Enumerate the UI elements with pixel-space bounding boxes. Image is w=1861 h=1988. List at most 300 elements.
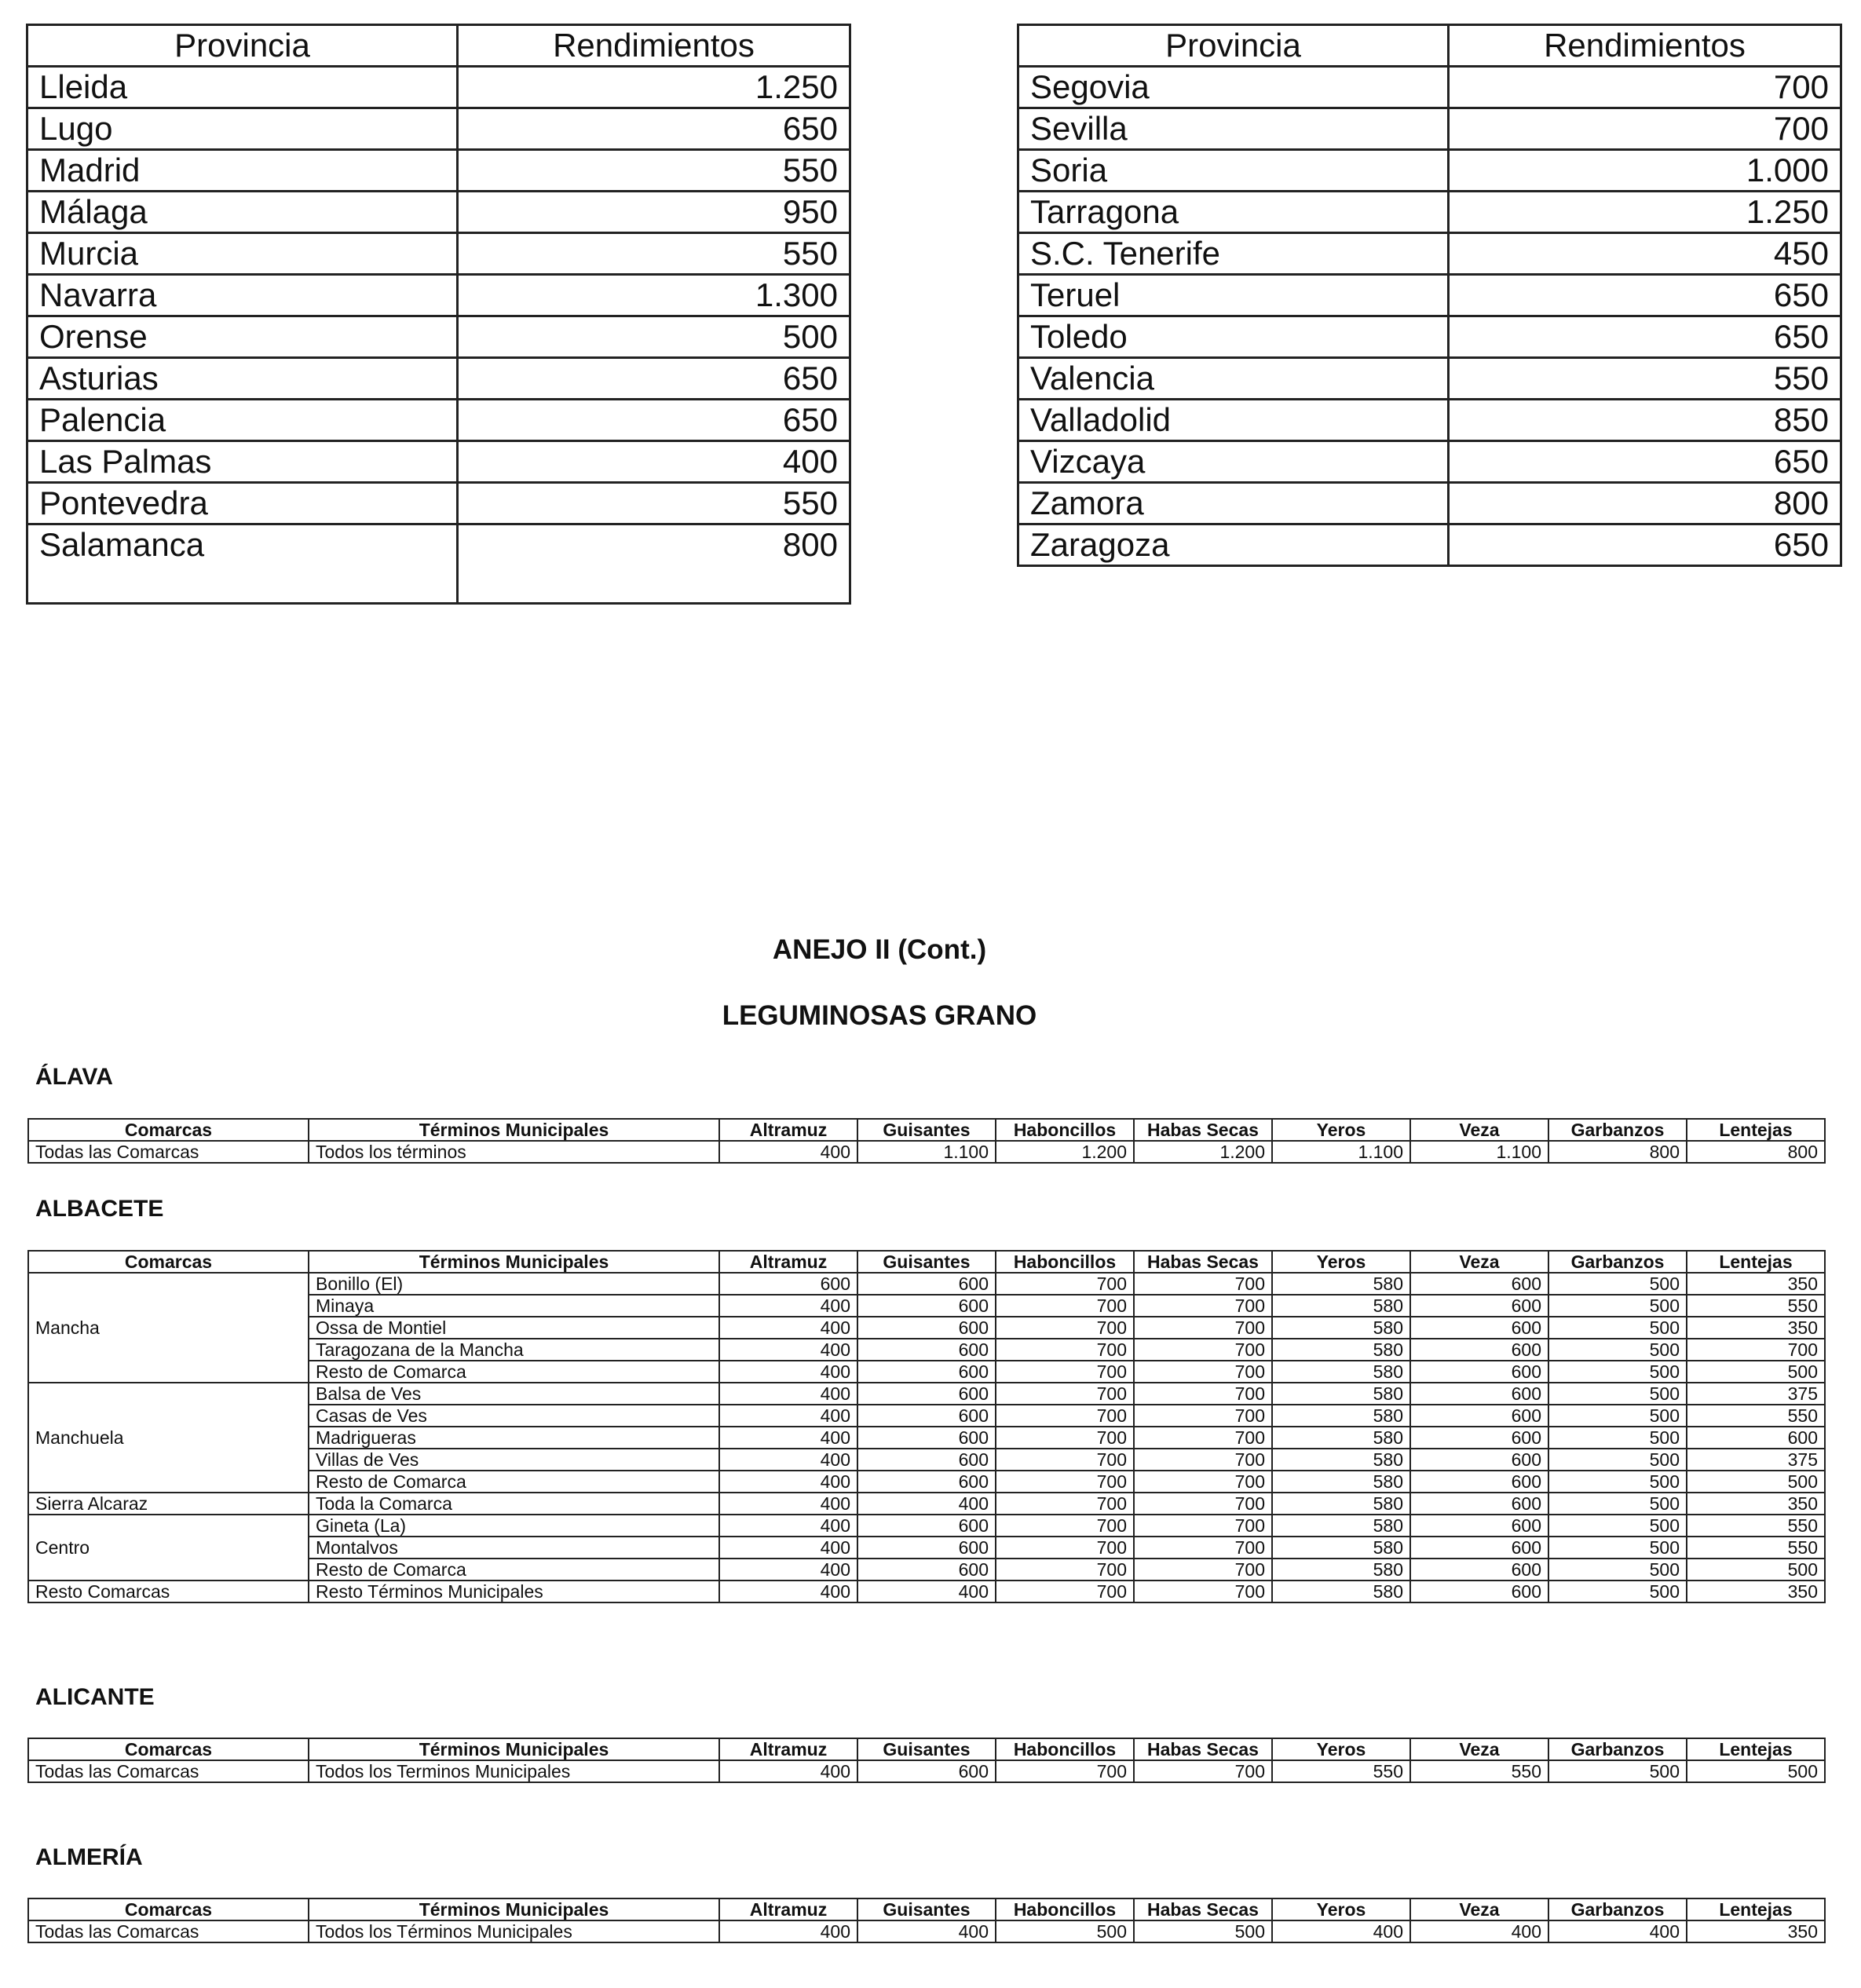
yield-value: 500 — [1134, 1920, 1272, 1942]
province-yield: 550 — [458, 233, 850, 275]
yield-value: 700 — [1134, 1471, 1272, 1493]
column-header: Comarcas — [28, 1738, 309, 1760]
province-name: Palencia — [27, 400, 458, 441]
yield-value: 500 — [1548, 1581, 1687, 1602]
yield-value: 700 — [996, 1760, 1134, 1782]
yield-value: 700 — [996, 1581, 1134, 1602]
column-header: Garbanzos — [1548, 1738, 1687, 1760]
province-name: Las Palmas — [27, 441, 458, 483]
province-row — [27, 150, 850, 192]
legumes-header-row — [28, 1898, 1825, 1920]
province-row — [1018, 524, 1841, 566]
yield-value: 500 — [1548, 1537, 1687, 1559]
yield-value: 700 — [996, 1383, 1134, 1405]
yield-value: 700 — [1134, 1493, 1272, 1515]
yield-value: 400 — [719, 1295, 857, 1317]
yield-value: 500 — [1548, 1471, 1687, 1493]
yield-value: 600 — [1410, 1295, 1548, 1317]
table-row — [28, 1760, 1825, 1782]
termino-cell: Bonillo (El) — [309, 1273, 719, 1295]
comarca-cell: Centro — [28, 1515, 309, 1581]
yield-value: 600 — [1410, 1427, 1548, 1449]
province-name: Sevilla — [1018, 108, 1449, 150]
yield-value: 700 — [996, 1427, 1134, 1449]
yield-value: 600 — [1410, 1493, 1548, 1515]
column-header: Altramuz — [719, 1898, 857, 1920]
province-yield: 1.250 — [458, 67, 850, 108]
province-row — [27, 233, 850, 275]
yield-value: 600 — [857, 1515, 996, 1537]
province-row — [27, 108, 850, 150]
yield-value: 350 — [1687, 1493, 1825, 1515]
termino-cell: Resto de Comarca — [309, 1471, 719, 1493]
table-row — [28, 1493, 1825, 1515]
column-header: Comarcas — [28, 1251, 309, 1273]
province-yield: 650 — [1449, 524, 1841, 566]
column-header-rendimientos: Rendimientos — [1449, 25, 1841, 67]
province-name: Lleida — [27, 67, 458, 108]
column-header: Veza — [1410, 1898, 1548, 1920]
province-table-left — [26, 24, 851, 605]
column-header: Lentejas — [1687, 1119, 1825, 1141]
yield-value: 600 — [1687, 1427, 1825, 1449]
province-yield: 1.250 — [1449, 192, 1841, 233]
yield-value: 400 — [719, 1427, 857, 1449]
yield-value: 350 — [1687, 1273, 1825, 1295]
column-header: Haboncillos — [996, 1119, 1134, 1141]
province-header-row — [27, 25, 850, 67]
termino-cell: Resto de Comarca — [309, 1361, 719, 1383]
yield-value: 500 — [1548, 1405, 1687, 1427]
yield-value: 580 — [1272, 1383, 1410, 1405]
province-yield: 550 — [1449, 358, 1841, 400]
yield-value: 600 — [1410, 1273, 1548, 1295]
termino-cell: Minaya — [309, 1295, 719, 1317]
province-yield: 500 — [458, 316, 850, 358]
province-name: Navarra — [27, 275, 458, 316]
yield-value: 600 — [1410, 1471, 1548, 1493]
yield-value: 600 — [1410, 1361, 1548, 1383]
yield-value: 500 — [1687, 1760, 1825, 1782]
province-name: Toledo — [1018, 316, 1449, 358]
province-yield: 450 — [1449, 233, 1841, 275]
table-row — [28, 1920, 1825, 1942]
yield-value: 580 — [1272, 1449, 1410, 1471]
yield-value: 400 — [719, 1559, 857, 1581]
column-header: Lentejas — [1687, 1738, 1825, 1760]
province-name: Orense — [27, 316, 458, 358]
table-row — [28, 1581, 1825, 1602]
column-header: Yeros — [1272, 1119, 1410, 1141]
yield-value: 600 — [857, 1449, 996, 1471]
comarca-cell: Sierra Alcaraz — [28, 1493, 309, 1515]
legumes-header-row — [28, 1119, 1825, 1141]
yield-value: 600 — [857, 1537, 996, 1559]
yield-value: 700 — [996, 1449, 1134, 1471]
province-name: Salamanca — [27, 524, 458, 604]
yield-value: 700 — [1134, 1760, 1272, 1782]
province-name: Zaragoza — [1018, 524, 1449, 566]
yield-value: 375 — [1687, 1449, 1825, 1471]
province-row — [1018, 67, 1841, 108]
termino-cell: Toda la Comarca — [309, 1493, 719, 1515]
termino-cell: Resto de Comarca — [309, 1559, 719, 1581]
yield-value: 550 — [1272, 1760, 1410, 1782]
yield-value: 1.100 — [1410, 1141, 1548, 1163]
yield-value: 600 — [1410, 1339, 1548, 1361]
column-header: Habas Secas — [1134, 1898, 1272, 1920]
province-yield: 400 — [458, 441, 850, 483]
comarca-cell: Todas las Comarcas — [28, 1141, 309, 1163]
province-yield: 650 — [458, 400, 850, 441]
yield-value: 700 — [1134, 1449, 1272, 1471]
column-header: Garbanzos — [1548, 1119, 1687, 1141]
termino-cell: Ossa de Montiel — [309, 1317, 719, 1339]
province-row — [27, 275, 850, 316]
yield-value: 500 — [1548, 1361, 1687, 1383]
column-header-provincia: Provincia — [1018, 25, 1449, 67]
yield-value: 600 — [857, 1559, 996, 1581]
province-yield: 550 — [458, 150, 850, 192]
yield-value: 400 — [719, 1449, 857, 1471]
section-title-alicante: ALICANTE — [35, 1684, 155, 1710]
yield-value: 580 — [1272, 1515, 1410, 1537]
yield-value: 500 — [1687, 1471, 1825, 1493]
yield-value: 400 — [719, 1515, 857, 1537]
column-header: Yeros — [1272, 1738, 1410, 1760]
province-row — [1018, 358, 1841, 400]
province-row — [27, 67, 850, 108]
yield-value: 500 — [1548, 1449, 1687, 1471]
table-row — [28, 1515, 1825, 1537]
column-header: Altramuz — [719, 1738, 857, 1760]
province-rows — [1018, 67, 1841, 566]
column-header: Haboncillos — [996, 1738, 1134, 1760]
yield-value: 580 — [1272, 1361, 1410, 1383]
yield-value: 400 — [719, 1920, 857, 1942]
province-yield: 650 — [458, 358, 850, 400]
column-header: Guisantes — [857, 1119, 996, 1141]
yield-value: 580 — [1272, 1405, 1410, 1427]
legumes-table-alicante — [27, 1738, 1826, 1783]
yield-value: 600 — [1410, 1317, 1548, 1339]
province-name: Málaga — [27, 192, 458, 233]
yield-value: 580 — [1272, 1295, 1410, 1317]
yield-value: 580 — [1272, 1427, 1410, 1449]
column-header: Habas Secas — [1134, 1738, 1272, 1760]
section-title-albacete: ALBACETE — [35, 1196, 164, 1222]
yield-value: 800 — [1687, 1141, 1825, 1163]
province-yield: 650 — [1449, 316, 1841, 358]
table-row — [28, 1141, 1825, 1163]
yield-value: 800 — [1548, 1141, 1687, 1163]
yield-value: 700 — [1134, 1273, 1272, 1295]
yield-value: 700 — [1134, 1515, 1272, 1537]
yield-value: 500 — [1548, 1427, 1687, 1449]
yield-value: 600 — [1410, 1515, 1548, 1537]
yield-value: 1.100 — [857, 1141, 996, 1163]
column-header: Veza — [1410, 1119, 1548, 1141]
termino-cell: Villas de Ves — [309, 1449, 719, 1471]
yield-value: 550 — [1687, 1295, 1825, 1317]
table-row — [28, 1383, 1825, 1405]
termino-cell: Taragozana de la Mancha — [309, 1339, 719, 1361]
yield-value: 550 — [1687, 1515, 1825, 1537]
column-header: Términos Municipales — [309, 1119, 719, 1141]
yield-value: 600 — [1410, 1383, 1548, 1405]
comarca-cell: Manchuela — [28, 1383, 309, 1493]
column-header: Términos Municipales — [309, 1738, 719, 1760]
yield-value: 600 — [1410, 1449, 1548, 1471]
province-row — [1018, 108, 1841, 150]
yield-value: 700 — [996, 1273, 1134, 1295]
column-header: Yeros — [1272, 1898, 1410, 1920]
yield-value: 500 — [1548, 1515, 1687, 1537]
yield-value: 700 — [996, 1339, 1134, 1361]
yield-value: 400 — [1272, 1920, 1410, 1942]
yield-value: 550 — [1410, 1760, 1548, 1782]
legumes-table-almeria — [27, 1898, 1826, 1943]
province-name: Madrid — [27, 150, 458, 192]
column-header: Yeros — [1272, 1251, 1410, 1273]
yield-value: 550 — [1687, 1537, 1825, 1559]
province-row — [1018, 441, 1841, 483]
column-header: Términos Municipales — [309, 1898, 719, 1920]
yield-value: 700 — [1134, 1339, 1272, 1361]
yield-value: 400 — [719, 1471, 857, 1493]
yield-value: 500 — [1548, 1317, 1687, 1339]
yield-value: 400 — [719, 1760, 857, 1782]
section-title-almeria: ALMERÍA — [35, 1844, 143, 1870]
column-header: Altramuz — [719, 1119, 857, 1141]
province-row — [1018, 192, 1841, 233]
column-header: Veza — [1410, 1738, 1548, 1760]
yield-value: 600 — [1410, 1537, 1548, 1559]
yield-value: 700 — [1134, 1405, 1272, 1427]
province-name: Soria — [1018, 150, 1449, 192]
yield-value: 700 — [996, 1405, 1134, 1427]
yield-value: 580 — [1272, 1559, 1410, 1581]
province-name: S.C. Tenerife — [1018, 233, 1449, 275]
column-header: Garbanzos — [1548, 1898, 1687, 1920]
province-header-row — [1018, 25, 1841, 67]
yield-value: 700 — [1134, 1427, 1272, 1449]
yield-value: 350 — [1687, 1920, 1825, 1942]
yield-value: 400 — [1410, 1920, 1548, 1942]
yield-value: 500 — [996, 1920, 1134, 1942]
anejo-title: ANEJO II (Cont.) — [772, 934, 987, 965]
yield-value: 400 — [719, 1405, 857, 1427]
province-name: Asturias — [27, 358, 458, 400]
column-header: Guisantes — [857, 1251, 996, 1273]
yield-value: 700 — [996, 1493, 1134, 1515]
yield-value: 580 — [1272, 1317, 1410, 1339]
column-header: Lentejas — [1687, 1251, 1825, 1273]
yield-value: 400 — [719, 1361, 857, 1383]
province-yield: 1.000 — [1449, 150, 1841, 192]
yield-value: 700 — [1134, 1361, 1272, 1383]
column-header: Habas Secas — [1134, 1119, 1272, 1141]
province-row — [27, 441, 850, 483]
yield-value: 600 — [857, 1405, 996, 1427]
column-header: Veza — [1410, 1251, 1548, 1273]
yield-value: 700 — [996, 1295, 1134, 1317]
yield-value: 700 — [996, 1317, 1134, 1339]
table-row — [28, 1273, 1825, 1295]
yield-value: 580 — [1272, 1273, 1410, 1295]
column-header: Haboncillos — [996, 1898, 1134, 1920]
province-row — [1018, 400, 1841, 441]
leguminosas-title: LEGUMINOSAS GRANO — [722, 1000, 1037, 1031]
province-row — [27, 358, 850, 400]
yield-value: 580 — [1272, 1581, 1410, 1602]
yield-value: 700 — [1134, 1383, 1272, 1405]
yield-value: 400 — [857, 1920, 996, 1942]
province-name: Murcia — [27, 233, 458, 275]
yield-value: 400 — [719, 1317, 857, 1339]
yield-value: 600 — [857, 1273, 996, 1295]
column-header: Términos Municipales — [309, 1251, 719, 1273]
termino-cell: Casas de Ves — [309, 1405, 719, 1427]
province-row — [1018, 275, 1841, 316]
section-title-alava: ÁLAVA — [35, 1064, 113, 1090]
yield-value: 600 — [857, 1317, 996, 1339]
province-yield: 800 — [1449, 483, 1841, 524]
yield-value: 500 — [1548, 1493, 1687, 1515]
province-row — [27, 483, 850, 524]
province-name: Vizcaya — [1018, 441, 1449, 483]
yield-value: 1.100 — [1272, 1141, 1410, 1163]
yield-value: 700 — [1687, 1339, 1825, 1361]
yield-value: 700 — [996, 1537, 1134, 1559]
termino-cell: Todos los términos — [309, 1141, 719, 1163]
province-yield: 550 — [458, 483, 850, 524]
column-header: Comarcas — [28, 1119, 309, 1141]
province-name: Lugo — [27, 108, 458, 150]
yield-value: 600 — [857, 1471, 996, 1493]
province-row — [27, 400, 850, 441]
province-yield: 850 — [1449, 400, 1841, 441]
province-yield: 650 — [1449, 441, 1841, 483]
yield-value: 600 — [857, 1295, 996, 1317]
yield-value: 500 — [1687, 1559, 1825, 1581]
yield-value: 500 — [1687, 1361, 1825, 1383]
yield-value: 500 — [1548, 1339, 1687, 1361]
province-yield: 700 — [1449, 108, 1841, 150]
column-header: Garbanzos — [1548, 1251, 1687, 1273]
termino-cell: Resto Términos Municipales — [309, 1581, 719, 1602]
yield-value: 700 — [996, 1361, 1134, 1383]
column-header: Altramuz — [719, 1251, 857, 1273]
province-yield: 700 — [1449, 67, 1841, 108]
province-yield: 1.300 — [458, 275, 850, 316]
comarca-cell: Resto Comarcas — [28, 1581, 309, 1602]
province-name: Zamora — [1018, 483, 1449, 524]
yield-value: 600 — [1410, 1581, 1548, 1602]
yield-value: 400 — [857, 1493, 996, 1515]
yield-value: 700 — [996, 1515, 1134, 1537]
yield-value: 580 — [1272, 1493, 1410, 1515]
yield-value: 500 — [1548, 1760, 1687, 1782]
province-row — [1018, 316, 1841, 358]
yield-value: 700 — [1134, 1317, 1272, 1339]
yield-value: 350 — [1687, 1317, 1825, 1339]
yield-value: 400 — [719, 1537, 857, 1559]
termino-cell: Montalvos — [309, 1537, 719, 1559]
province-row — [1018, 233, 1841, 275]
column-header: Lentejas — [1687, 1898, 1825, 1920]
yield-value: 550 — [1687, 1405, 1825, 1427]
yield-value: 500 — [1548, 1273, 1687, 1295]
yield-value: 1.200 — [1134, 1141, 1272, 1163]
column-header-provincia: Provincia — [27, 25, 458, 67]
province-row — [1018, 150, 1841, 192]
province-row — [27, 192, 850, 233]
yield-value: 400 — [719, 1383, 857, 1405]
province-yield: 650 — [1449, 275, 1841, 316]
comarca-cell: Todas las Comarcas — [28, 1920, 309, 1942]
province-name: Segovia — [1018, 67, 1449, 108]
legumes-header-row — [28, 1251, 1825, 1273]
yield-value: 580 — [1272, 1339, 1410, 1361]
yield-value: 700 — [1134, 1559, 1272, 1581]
yield-value: 580 — [1272, 1537, 1410, 1559]
comarca-cell: Todas las Comarcas — [28, 1760, 309, 1782]
yield-value: 500 — [1548, 1383, 1687, 1405]
yield-value: 375 — [1687, 1383, 1825, 1405]
yield-value: 600 — [857, 1427, 996, 1449]
yield-value: 600 — [1410, 1405, 1548, 1427]
province-name: Pontevedra — [27, 483, 458, 524]
yield-value: 600 — [719, 1273, 857, 1295]
legumes-header-row — [28, 1738, 1825, 1760]
province-name: Tarragona — [1018, 192, 1449, 233]
yield-value: 350 — [1687, 1581, 1825, 1602]
column-header: Guisantes — [857, 1738, 996, 1760]
yield-value: 400 — [719, 1339, 857, 1361]
yield-value: 400 — [857, 1581, 996, 1602]
column-header: Guisantes — [857, 1898, 996, 1920]
province-name: Valladolid — [1018, 400, 1449, 441]
province-rows — [27, 67, 850, 604]
legumes-table-albacete — [27, 1250, 1826, 1603]
yield-value: 700 — [1134, 1295, 1272, 1317]
province-row — [27, 316, 850, 358]
termino-cell: Gineta (La) — [309, 1515, 719, 1537]
province-row — [1018, 483, 1841, 524]
yield-value: 500 — [1548, 1559, 1687, 1581]
termino-cell: Balsa de Ves — [309, 1383, 719, 1405]
termino-cell: Madrigueras — [309, 1427, 719, 1449]
yield-value: 1.200 — [996, 1141, 1134, 1163]
yield-value: 600 — [857, 1383, 996, 1405]
province-name: Valencia — [1018, 358, 1449, 400]
yield-value: 400 — [719, 1581, 857, 1602]
province-yield: 800 — [458, 524, 850, 604]
province-yield: 950 — [458, 192, 850, 233]
column-header: Comarcas — [28, 1898, 309, 1920]
termino-cell: Todos los Términos Municipales — [309, 1920, 719, 1942]
yield-value: 400 — [719, 1141, 857, 1163]
province-row — [27, 524, 850, 604]
column-header-rendimientos: Rendimientos — [458, 25, 850, 67]
yield-value: 600 — [857, 1361, 996, 1383]
yield-value: 700 — [1134, 1537, 1272, 1559]
province-name: Teruel — [1018, 275, 1449, 316]
legumes-table-alava — [27, 1118, 1826, 1164]
yield-value: 400 — [719, 1493, 857, 1515]
comarca-cell: Mancha — [28, 1273, 309, 1383]
